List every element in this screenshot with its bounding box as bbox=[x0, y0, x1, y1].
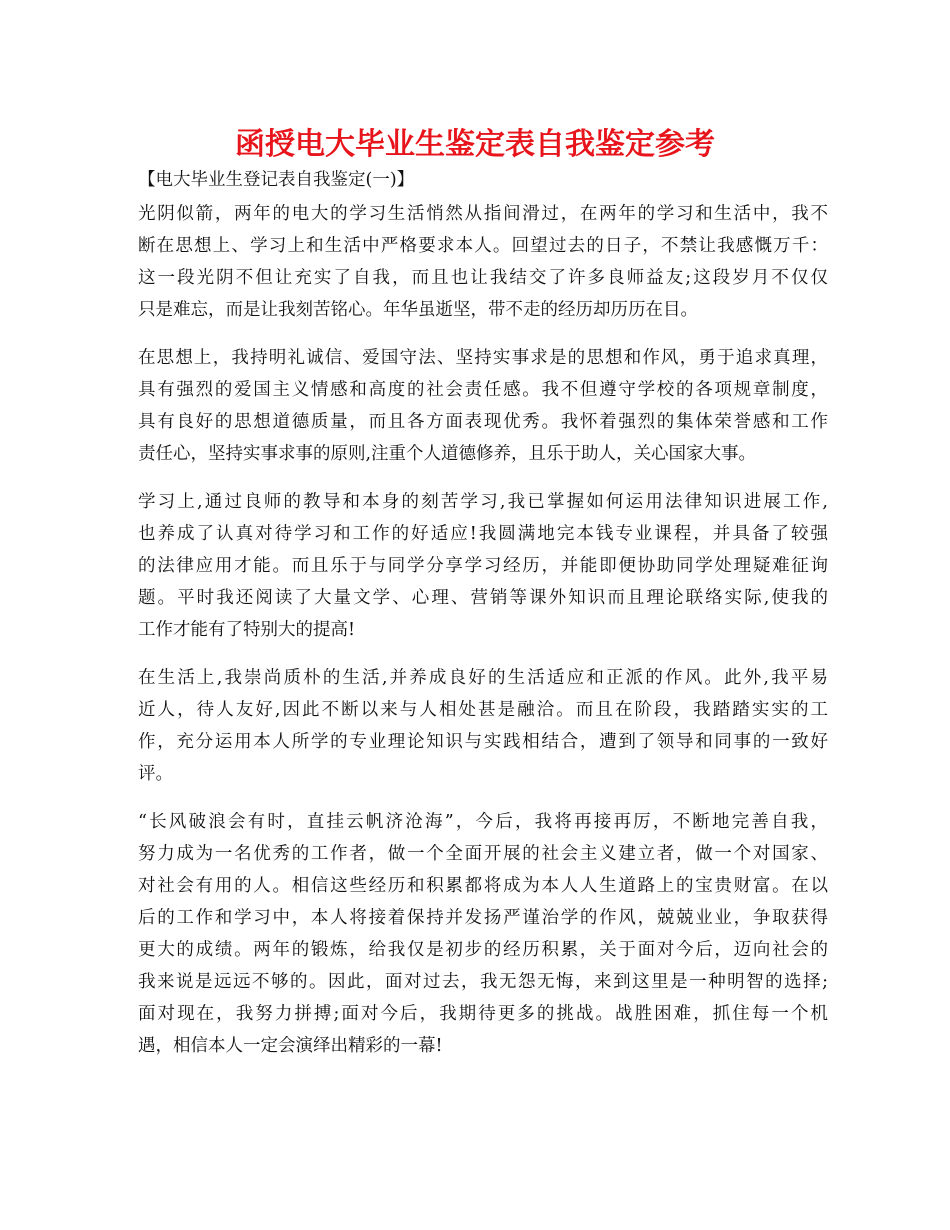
paragraph-line: 在思想上，我持明礼诚信、爱国守法、坚持实事求是的思想和作风，勇于追求真理， bbox=[138, 348, 828, 368]
document-title: 函授电大毕业生鉴定表自我鉴定参考 bbox=[235, 127, 715, 162]
paragraph-line: 更大的成绩。两年的锻炼，给我仅是初步的经历积累，关于面对今后，迈向社会的 bbox=[138, 940, 828, 960]
paragraph-line: 对社会有用的人。相信这些经历和积累都将成为本人人生道路上的宝贵财富。在以 bbox=[138, 876, 828, 896]
paragraph-3 bbox=[138, 486, 828, 646]
paragraph-line: 也养成了认真对待学习和工作的好适应!我圆满地完本钱专业课程，并具备了较强 bbox=[138, 524, 828, 544]
paragraph-line: 的法律应用才能。而且乐于与同学分享学习经历，并能即便协助同学处理疑难征询 bbox=[138, 556, 828, 576]
paragraph-line: 作，充分运用本人所学的专业理论知识与实践相结合，遭到了领导和同事的一致好 bbox=[138, 732, 828, 752]
paragraph-line: 面对现在，我努力拼搏;面对今后，我期待更多的挑战。战胜困难，抓住每一个机 bbox=[138, 1004, 828, 1024]
paragraph-4 bbox=[138, 662, 828, 790]
paragraph-line: 具有强烈的爱国主义情感和高度的社会责任感。我不但遵守学校的各项规章制度， bbox=[138, 380, 828, 400]
paragraph-line: 这一段光阴不但让充实了自我，而且也让我结交了许多良师益友;这段岁月不仅仅 bbox=[138, 268, 828, 288]
paragraph-line: 近人，待人友好,因此不断以来与人相处甚是融洽。而且在阶段，我踏踏实实的工 bbox=[138, 700, 828, 720]
paragraph-line: 学习上,通过良师的教导和本身的刻苦学习,我已掌握如何运用法律知识进展工作, bbox=[138, 492, 828, 512]
paragraph-line: 只是难忘，而是让我刻苦铭心。年华虽逝坚，带不走的经历却历历在目。 bbox=[138, 300, 698, 320]
paragraph-line: 后的工作和学习中，本人将接着保持并发扬严谨治学的作风，兢兢业业，争取获得 bbox=[138, 908, 828, 928]
paragraph-line: 在生活上,我崇尚质朴的生活,并养成良好的生活适应和正派的作风。此外,我平易 bbox=[138, 668, 828, 688]
paragraph-line: 责任心，坚持实事求事的原则,注重个人道德修养，且乐于助人，关心国家大事。 bbox=[138, 444, 757, 464]
paragraph-line: 光阴似箭，两年的电大的学习生活悄然从指间滑过，在两年的学习和生活中，我不 bbox=[138, 204, 828, 224]
paragraph-5 bbox=[138, 806, 828, 1062]
paragraph-line: 我来说是远远不够的。因此，面对过去，我无怨无悔，来到这里是一种明智的选择; bbox=[138, 972, 828, 992]
paragraph-line: 工作才能有了特别大的提高! bbox=[138, 620, 356, 640]
paragraph-1 bbox=[138, 198, 828, 326]
paragraph-line: 具有良好的思想道德质量，而且各方面表现优秀。我怀着强烈的集体荣誉感和工作 bbox=[138, 412, 828, 432]
section-heading: 【电大毕业生登记表自我鉴定(一)】 bbox=[138, 170, 415, 190]
paragraph-line: 断在思想上、学习上和生活中严格要求本人。回望过去的日子，不禁让我感慨万千： bbox=[138, 236, 828, 256]
paragraph-2 bbox=[138, 342, 828, 470]
paragraph-line: 题。平时我还阅读了大量文学、心理、营销等课外知识而且理论联络实际,使我的 bbox=[138, 588, 828, 608]
paragraph-line: 遇，相信本人一定会演绎出精彩的一幕! bbox=[138, 1036, 443, 1056]
paragraph-line: 评。 bbox=[138, 764, 173, 784]
paragraph-line: 努力成为一名优秀的工作者，做一个全面开展的社会主义建立者，做一个对国家、 bbox=[138, 844, 828, 864]
paragraph-line: “长风破浪会有时，直挂云帆济沧海”，今后，我将再接再厉，不断地完善自我， bbox=[138, 812, 828, 832]
